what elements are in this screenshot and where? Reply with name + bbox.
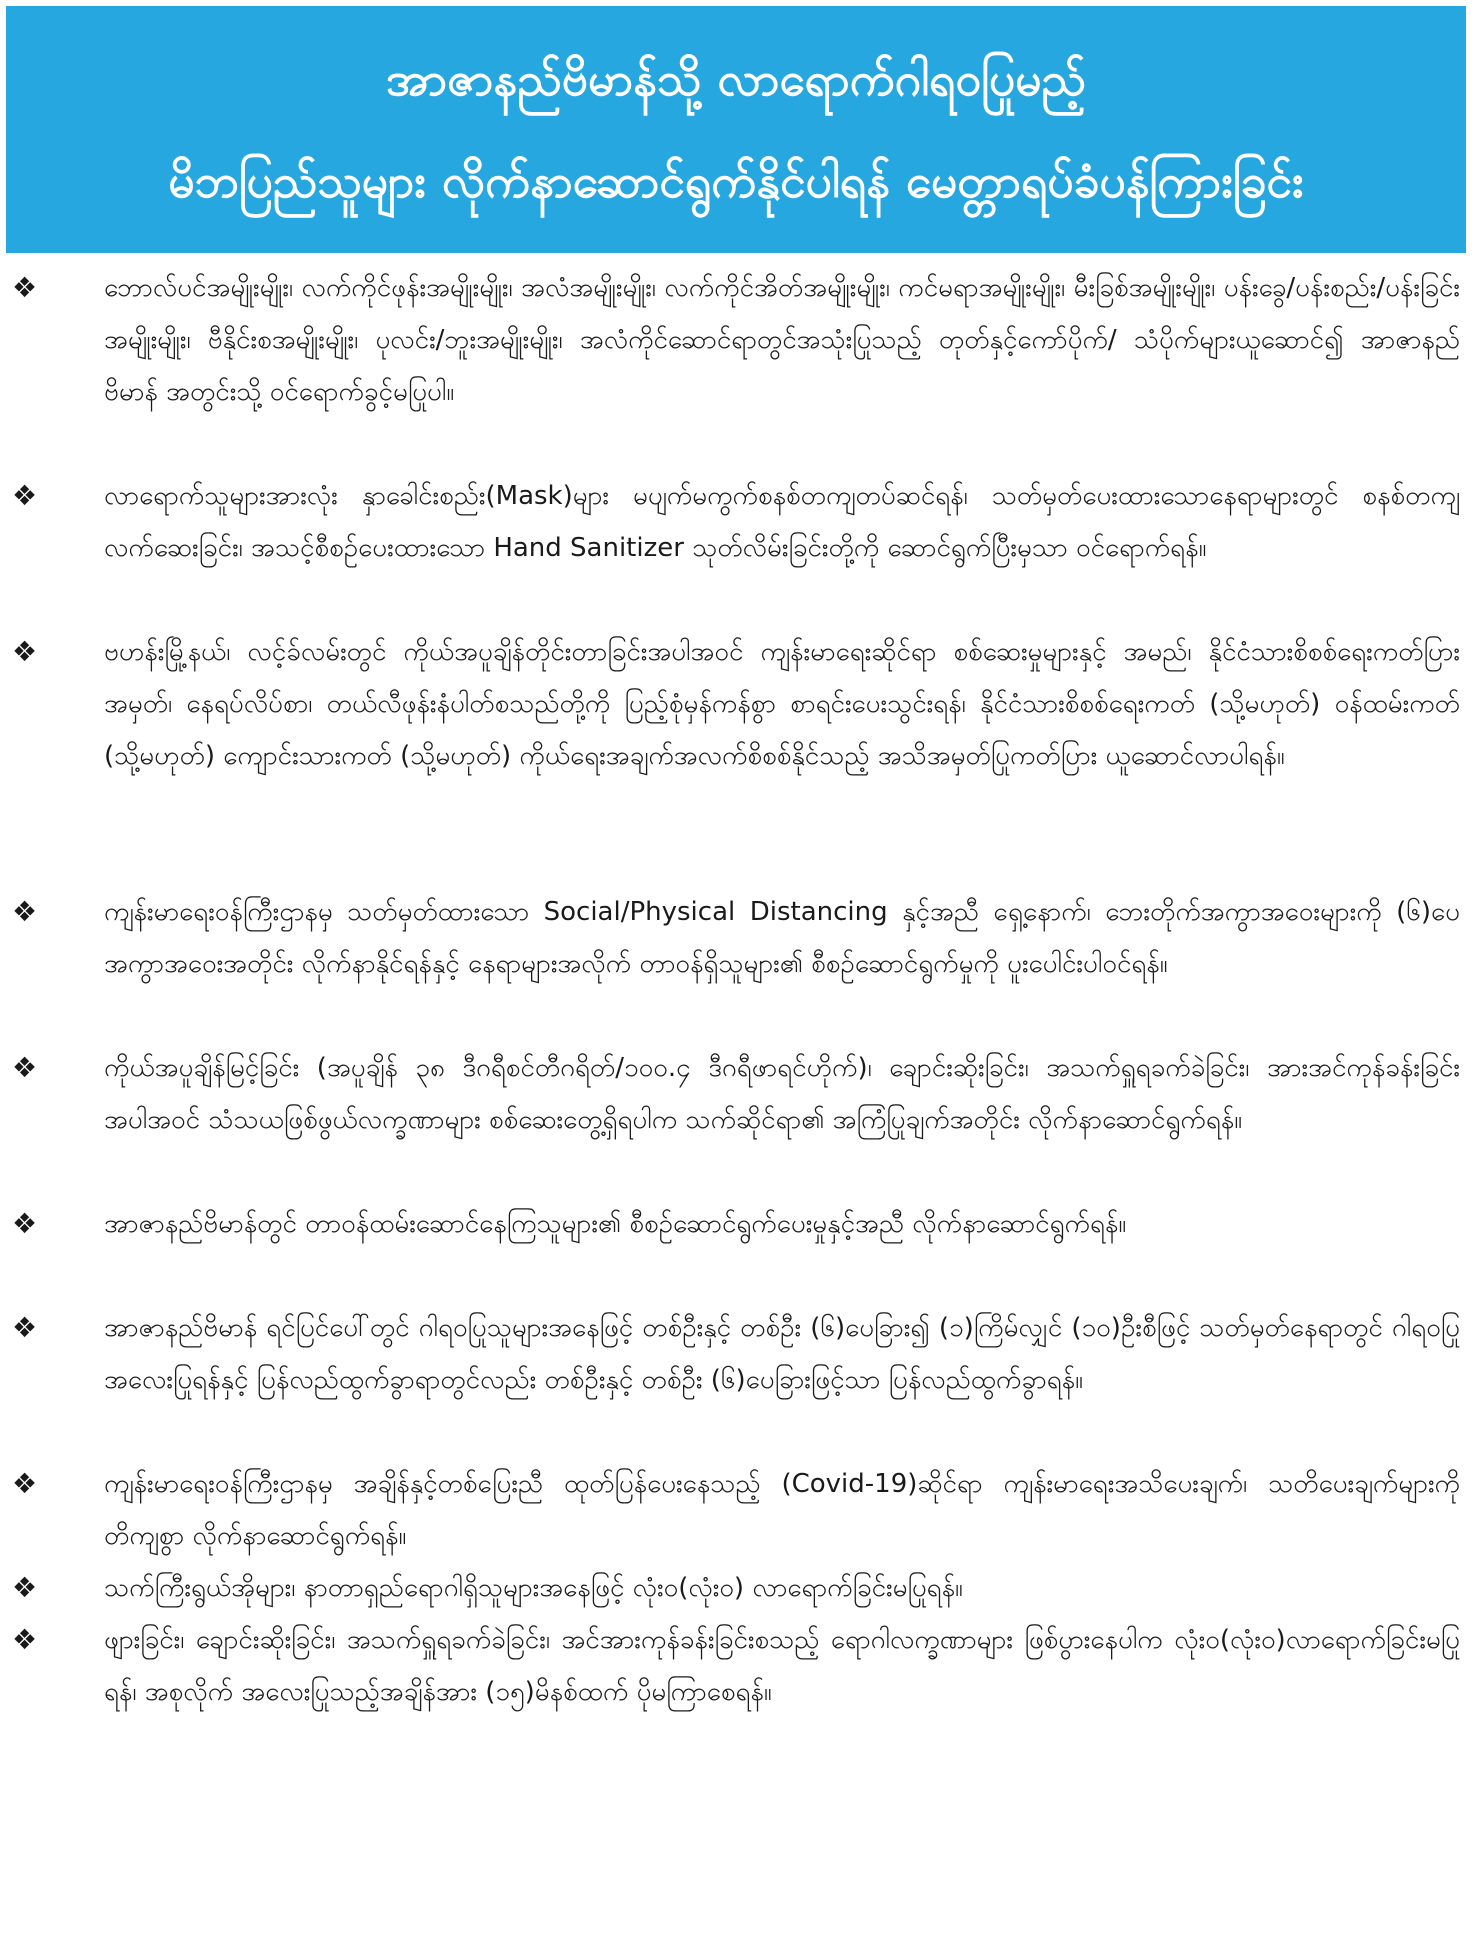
rule-text: ဘောလ်ပင်အမျိုးမျိုး၊ လက်ကိုင်ဖုန်းအမျိုးမျိုး၊ အလံအမျိုးမျိုး၊ လက်ကိုင်အိတ်အမျိုးမျိုး၊ ကင်မရာအမျိုးမျိုး၊ မီးခြစ်အမျိုးမျိုး၊ ပန်းခွေ/ပန်းစည်း/ပန်းခြင်းအမျိုးမျိုး၊ ဗီနိုင်းစအမျိုးမျိုး၊ ပုလင်း/ဘူးအမျိုးမျိုး၊ အလံကိုင်ဆောင်ရာတွင်အသုံးပြုသည့် တုတ်နှင့်ကော်ပိုက်/ သံပိုက်များယူဆောင်၍ အာဇာနည်ဗိမာန် အတွင်းသို့ ဝင်ရောက်ခွင့်မပြုပါ။ xyxy=(104,273,1460,407)
rule-text: အာဇာနည်ဗိမာန်တွင် တာဝန်ထမ်းဆောင်နေကြသူများ၏ စီစဉ်ဆောင်ရွက်ပေးမှုနှင့်အညီ လိုက်နာဆောင်ရွက်ရန်။ xyxy=(104,1209,1127,1239)
rule-item-9 xyxy=(0,1562,1480,1614)
rules-list xyxy=(0,262,1480,1770)
rule-item-1 xyxy=(0,262,1480,470)
header-banner xyxy=(6,6,1466,253)
rule-text: လာရောက်သူများအားလုံး နှာခေါင်းစည်း(Mask)များ မပျက်မကွက်စနစ်တကျတပ်ဆင်ရန်၊ သတ်မှတ်ပေးထားသောနေရာများတွင် စနစ်တကျလက်ဆေးခြင်း၊ အသင့်စီစဉ်ပေးထားသော Hand Sanitizer သုတ်လိမ်းခြင်းတို့ကို ဆောင်ရွက်ပြီးမှသာ ဝင်ရောက်ရန်။ xyxy=(104,481,1460,563)
rule-text: ဖျားခြင်း၊ ချောင်းဆိုးခြင်း၊ အသက်ရှူရခက်ခဲခြင်း၊ အင်အားကုန်ခန်းခြင်းစသည့် ရောဂါလက္ခဏာများ ဖြစ်ပွားနေပါက လုံးဝ(လုံးဝ)လာရောက်ခြင်းမပြုရန်၊ အစုလိုက် အလေးပြုသည့်အချိန်အား (၁၅)မိနစ်ထက် ပိုမကြာစေရန်။ xyxy=(104,1625,1460,1707)
diamond-bullet-icon: ❖ xyxy=(12,1623,38,1656)
rule-item-5 xyxy=(0,1042,1480,1198)
rule-text: သက်ကြီးရွယ်အိုများ၊ နာတာရှည်ရောဂါရှိသူများအနေဖြင့် လုံးဝ(လုံးဝ) လာရောက်ခြင်းမပြုရန်။ xyxy=(104,1573,963,1603)
rule-text: ကျန်းမာရေးဝန်ကြီးဌာနမှ သတ်မှတ်ထားသော Social/Physical Distancing နှင့်အညီ ရှေ့နောက်၊ ဘေးတိုက်အကွာအဝေးများကို (၆)ပေအကွာအဝေးအတိုင်း လိုက်နာနိုင်ရန်နှင့် နေရာများအလိုက် တာဝန်ရှိသူများ၏ စီစဉ်ဆောင်ရွက်မှုကို ပူးပေါင်းပါဝင်ရန်။ xyxy=(104,897,1460,979)
diamond-bullet-icon: ❖ xyxy=(12,1467,38,1500)
rule-item-7 xyxy=(0,1302,1480,1458)
rule-text: ဗဟန်းမြို့နယ်၊ လင့်ခ်လမ်းတွင် ကိုယ်အပူချိန်တိုင်းတာခြင်းအပါအဝင် ကျန်းမာရေးဆိုင်ရာ စစ်ဆေးမှုများနှင့် အမည်၊ နိုင်ငံသားစိစစ်ရေးကတ်ပြားအမှတ်၊ နေရပ်လိပ်စာ၊ တယ်လီဖုန်းနံပါတ်စသည်တို့ကို ပြည့်စုံမှန်ကန်စွာ စာရင်းပေးသွင်းရန်၊ နိုင်ငံသားစိစစ်ရေးကတ် (သို့မဟုတ်) ဝန်ထမ်းကတ် (သို့မဟုတ်) ကျောင်းသားကတ် (သို့မဟုတ်) ကိုယ်ရေးအချက်အလက်စိစစ်နိုင်သည့် အသိအမှတ်ပြုကတ်ပြား ယူဆောင်လာပါရန်။ xyxy=(104,637,1460,771)
diamond-bullet-icon: ❖ xyxy=(12,1571,38,1604)
diamond-bullet-icon: ❖ xyxy=(12,1207,38,1240)
rule-item-2 xyxy=(0,470,1480,626)
rule-item-6 xyxy=(0,1198,1480,1302)
rule-item-4 xyxy=(0,886,1480,1042)
rule-item-3 xyxy=(0,626,1480,886)
rule-item-10 xyxy=(0,1614,1480,1770)
rule-item-8 xyxy=(0,1458,1480,1562)
diamond-bullet-icon: ❖ xyxy=(12,1051,38,1084)
diamond-bullet-icon: ❖ xyxy=(12,479,38,512)
diamond-bullet-icon: ❖ xyxy=(12,895,38,928)
page-title-line-1: အာဇာနည်ဗိမာန်သို့ လာရောက်ဂါရဝပြုမည့် xyxy=(386,51,1086,106)
rule-text: ကိုယ်အပူချိန်မြင့်ခြင်း (အပူချိန် ၃၈ ဒီဂရီစင်တီဂရိတ်/၁၀၀.၄ ဒီဂရီဖာရင်ဟိုက်)၊ ချောင်းဆိုးခြင်း၊ အသက်ရှူရခက်ခဲခြင်း၊ အားအင်ကုန်ခန်းခြင်းအပါအဝင် သံသယဖြစ်ဖွယ်လက္ခဏာများ စစ်ဆေးတွေ့ရှိရပါက သက်ဆိုင်ရာ၏ အကြံပြုချက်အတိုင်း လိုက်နာဆောင်ရွက်ရန်။ xyxy=(104,1053,1460,1135)
diamond-bullet-icon: ❖ xyxy=(12,271,38,304)
diamond-bullet-icon: ❖ xyxy=(12,1311,38,1344)
diamond-bullet-icon: ❖ xyxy=(12,635,38,668)
page-title-line-2: မိဘပြည်သူများ လိုက်နာဆောင်ရွက်နိုင်ပါရန် မေတ္တာရပ်ခံပန်ကြားခြင်း xyxy=(168,153,1304,208)
rule-text: အာဇာနည်ဗိမာန် ရင်ပြင်ပေါ်တွင် ဂါရဝပြုသူများအနေဖြင့် တစ်ဦးနှင့် တစ်ဦး (၆)ပေခြား၍ (၁)ကြိမ်လျှင် (၁၀)ဦးစီဖြင့် သတ်မှတ်နေရာတွင် ဂါရဝပြုအလေးပြုရန်နှင့် ပြန်လည်ထွက်ခွာရာတွင်လည်း တစ်ဦးနှင့် တစ်ဦး (၆)ပေခြားဖြင့်သာ ပြန်လည်ထွက်ခွာရန်။ xyxy=(104,1313,1460,1395)
rule-text: ကျန်းမာရေးဝန်ကြီးဌာနမှ အချိန်နှင့်တစ်ပြေးညီ ထုတ်ပြန်ပေးနေသည့် (Covid-19)ဆိုင်ရာ ကျန်းမာရေးအသိပေးချက်၊ သတိပေးချက်များကို တိကျစွာ လိုက်နာဆောင်ရွက်ရန်။ xyxy=(104,1469,1460,1551)
